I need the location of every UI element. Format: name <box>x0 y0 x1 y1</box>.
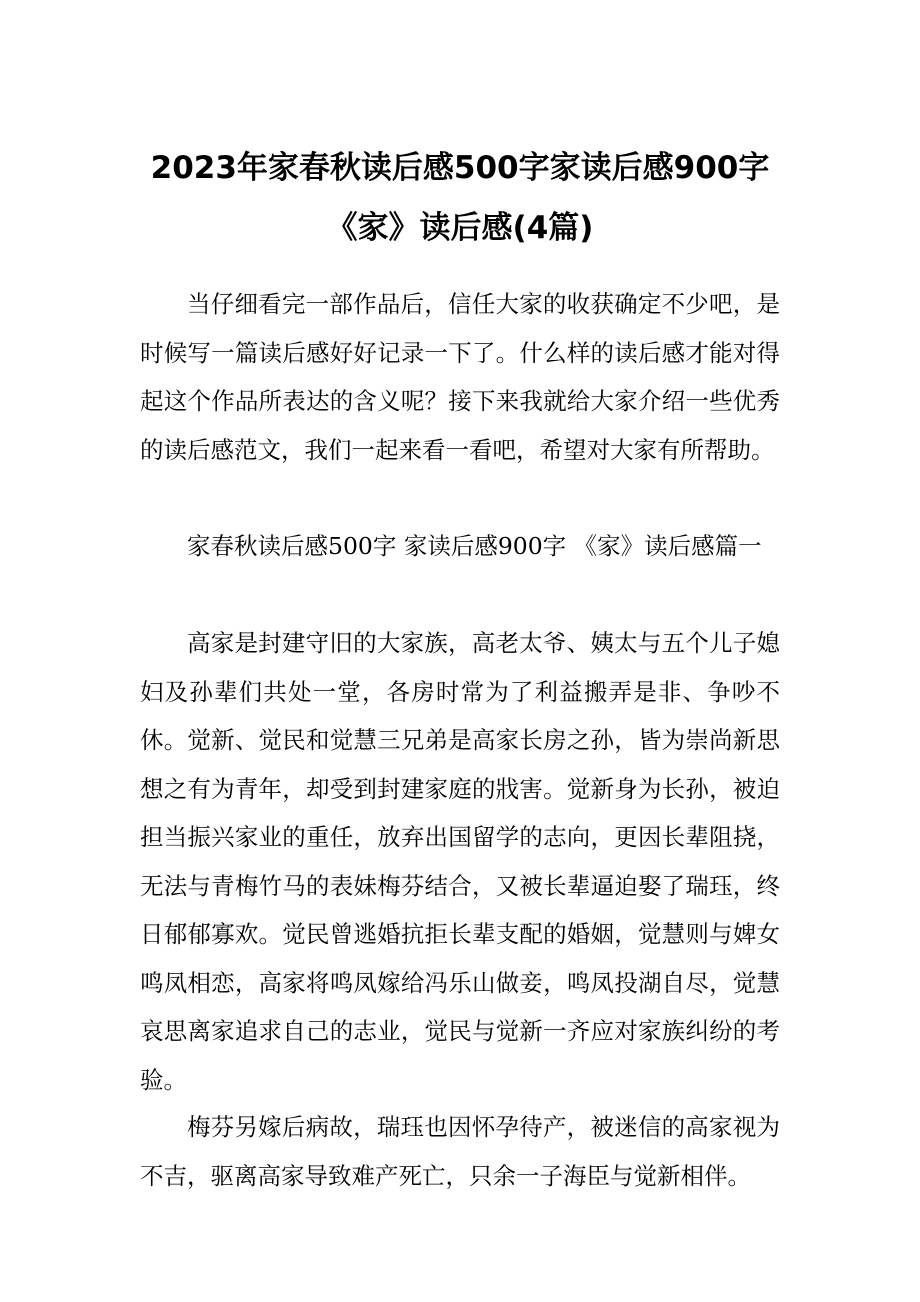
document-title-line-2: 《家》读后感(4篇) <box>326 210 594 246</box>
story-summary-paragraph: 高家是封建守旧的大家族，高老太爷、姨太与五个儿子媳妇及孙辈们共处一堂，各房时常为了利益搬弄是非、争吵不休。觉新、觉民和觉慧三兄弟是高家长房之孙，皆为崇尚新思想之有为青年，却受到封建家庭的戕害。觉新身为长孙，被迫担当振兴家业的重任，放弃出国留学的志向，更因长辈阻挠，无法与青梅竹马的表妹梅芬结合，又被长辈逼迫娶了瑞珏，终日郁郁寡欢。觉民曾逃婚抗拒长辈支配的婚姻，觉慧则与婢女鸣凤相恋，高家将鸣凤嫁给冯乐山做妾，鸣凤投湖自尽，觉慧哀思离家追求自己的志业，觉民与觉新一齐应对家族纠纷的考验。 <box>140 629 780 1094</box>
intro-paragraph: 当仔细看完一部作品后，信任大家的收获确定不少吧，是时候写一篇读后感好好记录一下了。什么样的读后感才能对得起这个作品所表达的含义呢？接下来我就给大家介绍一些优秀的读后感范文，我们一起来看一看吧，希望对大家有所帮助。 <box>140 290 780 464</box>
section-heading-paragraph: 家春秋读后感500字 家读后感900字 《家》读后感篇一 <box>187 532 762 560</box>
document-title-line-1: 2023年家春秋读后感500字家读后感900字 <box>150 150 770 186</box>
story-continuation-paragraph: 梅芬另嫁后病故，瑞珏也因怀孕待产，被迷信的高家视为不吉，驱离高家导致难产死亡，只余一子海臣与觉新相伴。 <box>140 1113 780 1190</box>
